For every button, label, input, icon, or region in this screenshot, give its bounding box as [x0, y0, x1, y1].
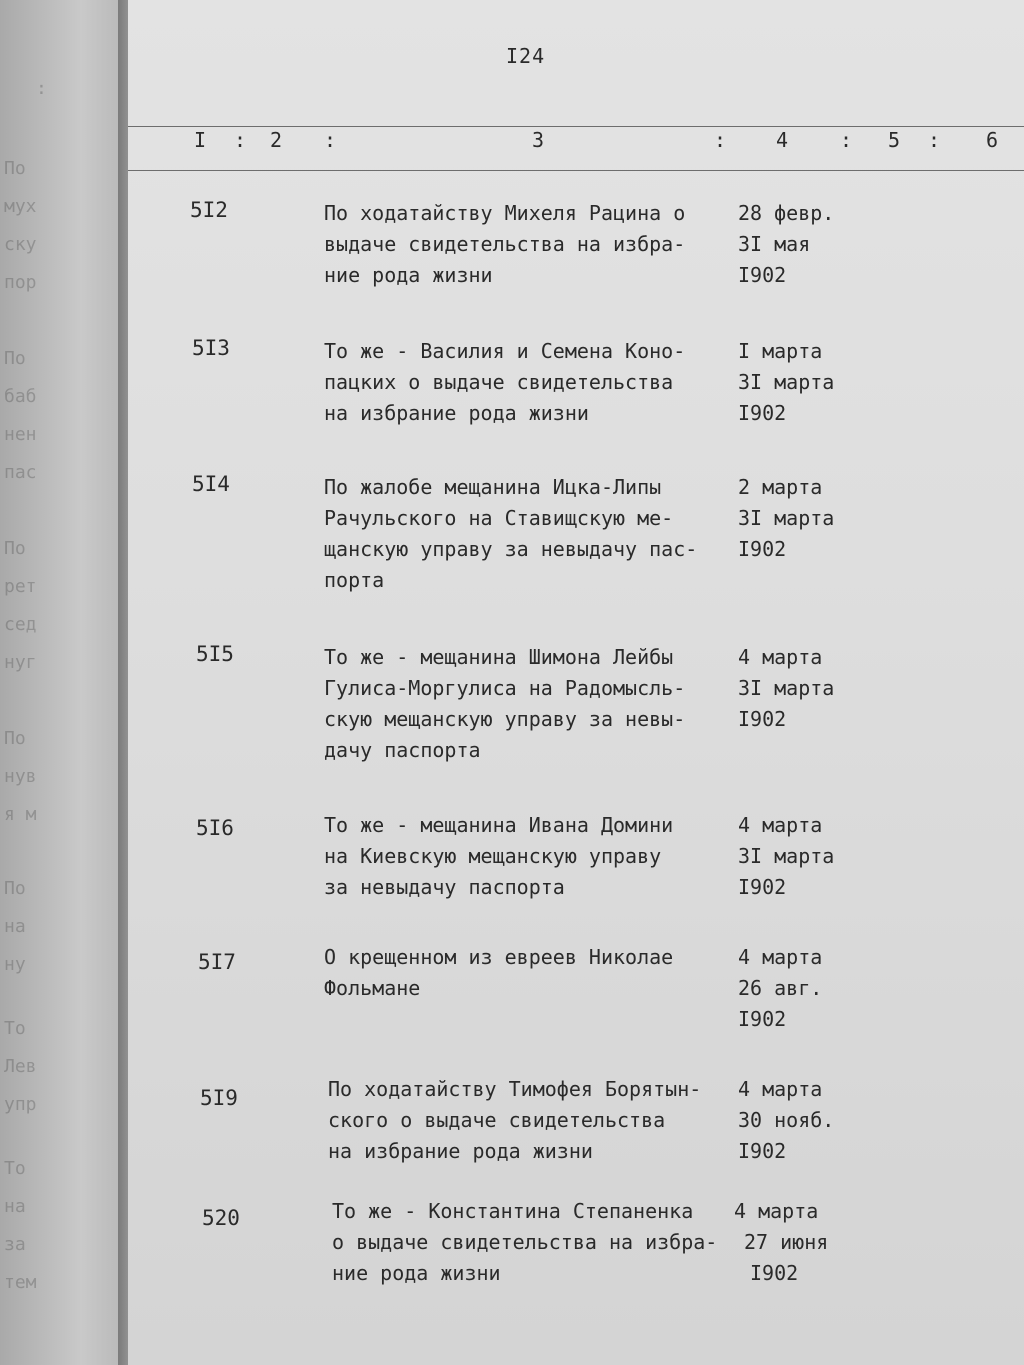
date-start: I марта — [738, 339, 823, 363]
date-end: 3I марта — [738, 676, 835, 700]
date-start: 4 марта — [734, 1199, 819, 1223]
entry-text-line: выдаче свидетельства на избра- — [324, 232, 686, 256]
left-fragment: баб — [4, 386, 37, 407]
date-end: 26 авг. — [738, 976, 823, 1000]
left-page-text — [6, 70, 47, 108]
left-page-text — [4, 340, 37, 492]
left-fragment: нуг — [4, 652, 37, 673]
date-year: I902 — [750, 1261, 799, 1285]
entry-description — [324, 810, 744, 903]
left-fragment: на — [4, 916, 26, 937]
date-start: 4 марта — [738, 945, 823, 969]
date-end: 3I марта — [738, 506, 835, 530]
left-fragment: ну — [4, 954, 26, 975]
column-header-2: 2 — [270, 128, 283, 152]
column-separator: : — [234, 128, 247, 152]
entry-dates — [738, 642, 878, 735]
left-fragment: мух — [4, 196, 37, 217]
entry-dates — [738, 942, 878, 1035]
left-fragment: рет — [4, 576, 37, 597]
entry-text-line: на избрание рода жизни — [324, 401, 589, 425]
entry-dates — [738, 472, 878, 565]
left-fragment: за — [4, 1234, 26, 1255]
column-header-1: I — [194, 128, 207, 152]
entry-number: 5I7 — [198, 950, 236, 974]
left-page-text — [4, 1010, 37, 1124]
entry-text-line: на избрание рода жизни — [328, 1139, 593, 1163]
entry-text-line: По ходатайству Михеля Рацина о — [324, 201, 686, 225]
left-fragment: пор — [4, 272, 37, 293]
entry-dates — [738, 198, 878, 291]
entry-text-line: ние рода жизни — [324, 263, 493, 287]
entry-text-line: Гулиса-Моргулиса на Радомысль- — [324, 676, 686, 700]
left-fragment: То — [4, 1158, 26, 1179]
date-start: 28 февр. — [738, 201, 835, 225]
entry-text-line: То же - мещанина Шимона Лейбы — [324, 645, 674, 669]
left-page-text — [4, 870, 26, 984]
date-start: 4 марта — [738, 645, 823, 669]
entry-text-line: По жалобе мещанина Ицка-Липы — [324, 475, 662, 499]
entry-dates — [734, 1196, 874, 1289]
entry-description — [324, 942, 744, 1004]
left-fragment: упр — [4, 1094, 37, 1115]
date-start: 4 марта — [738, 1077, 823, 1101]
left-fragment: По — [4, 158, 26, 179]
page-number: I24 — [506, 44, 546, 68]
left-fragment: То — [4, 1018, 26, 1039]
entry-dates — [738, 336, 878, 429]
entry-text-line: пацких о выдаче свидетельства — [324, 370, 674, 394]
header-rule-top — [128, 126, 1024, 127]
date-end: 3I марта — [738, 844, 835, 868]
entry-text-line: на Киевскую мещанскую управу — [324, 844, 662, 868]
date-end: 27 июня — [744, 1230, 829, 1254]
column-separator: : — [840, 128, 853, 152]
entry-text-line: о выдаче свидетельства на избра- — [332, 1230, 718, 1254]
entry-text-line: Фольмане — [324, 976, 421, 1000]
entry-number: 520 — [202, 1206, 240, 1230]
entry-text-line: дачу паспорта — [324, 738, 481, 762]
left-fragment: тем — [4, 1272, 37, 1293]
entry-description — [324, 472, 744, 596]
entry-number: 5I6 — [196, 816, 234, 840]
left-page-text — [4, 530, 37, 682]
date-year: I902 — [738, 707, 787, 731]
left-page-edge — [0, 0, 135, 1365]
date-year: I902 — [738, 401, 787, 425]
entry-description — [328, 1074, 748, 1167]
entry-number: 5I4 — [192, 472, 230, 496]
left-fragment: По — [4, 538, 26, 559]
column-header-6: 6 — [986, 128, 999, 152]
left-page-text — [4, 150, 37, 302]
column-separator: : — [714, 128, 727, 152]
date-year: I902 — [738, 875, 787, 899]
entry-number: 5I2 — [190, 198, 228, 222]
entry-text-line: ского о выдаче свидетельства — [328, 1108, 666, 1132]
entry-number: 5I9 — [200, 1086, 238, 1110]
entry-text-line: То же - мещанина Ивана Домини — [324, 813, 674, 837]
entry-text-line: По ходатайству Тимофея Борятын- — [328, 1077, 702, 1101]
entry-description — [332, 1196, 752, 1289]
left-fragment: Лев — [4, 1056, 37, 1077]
date-year: I902 — [738, 1007, 787, 1031]
left-fragment: пас — [4, 462, 37, 483]
left-fragment: По — [4, 348, 26, 369]
entry-text-line: ние рода жизни — [332, 1261, 501, 1285]
left-fragment: По — [4, 878, 26, 899]
left-fragment: нув — [4, 766, 37, 787]
left-fragment: сед — [4, 614, 37, 635]
date-year: I902 — [738, 263, 787, 287]
date-year: I902 — [738, 537, 787, 561]
date-end: 30 нояб. — [738, 1108, 835, 1132]
column-separator: : — [324, 128, 337, 152]
date-end: 3I марта — [738, 370, 835, 394]
entry-description — [324, 198, 744, 291]
entry-dates — [738, 1074, 878, 1167]
entry-text-line: щанскую управу за невыдачу пас- — [324, 537, 698, 561]
entry-description — [324, 642, 744, 766]
left-fragment: : — [36, 78, 47, 99]
entry-text-line: То же - Константина Степаненка — [332, 1199, 694, 1223]
left-page-text — [4, 1150, 37, 1302]
column-separator: : — [928, 128, 941, 152]
left-page-text — [4, 720, 37, 834]
entry-number: 5I5 — [196, 642, 234, 666]
date-start: 2 марта — [738, 475, 823, 499]
entry-text-line: порта — [324, 568, 385, 592]
entry-description — [324, 336, 744, 429]
entry-text-line: О крещенном из евреев Николае — [324, 945, 674, 969]
column-header-3: 3 — [532, 128, 545, 152]
column-header-5: 5 — [888, 128, 901, 152]
entry-text-line: То же - Василия и Семена Коно- — [324, 339, 686, 363]
left-fragment: ску — [4, 234, 37, 255]
document-page — [128, 0, 1024, 1365]
left-fragment: нен — [4, 424, 37, 445]
left-fragment: на — [4, 1196, 26, 1217]
left-fragment: По — [4, 728, 26, 749]
date-end: 3I мая — [738, 232, 811, 256]
entry-text-line: скую мещанскую управу за невы- — [324, 707, 686, 731]
date-start: 4 марта — [738, 813, 823, 837]
column-header-4: 4 — [776, 128, 789, 152]
left-fragment: я м — [4, 804, 37, 825]
entry-dates — [738, 810, 878, 903]
entry-text-line: за невыдачу паспорта — [324, 875, 565, 899]
entry-number: 5I3 — [192, 336, 230, 360]
date-year: I902 — [738, 1139, 787, 1163]
header-rule-bottom — [128, 170, 1024, 171]
entry-text-line: Рачульского на Ставищскую ме- — [324, 506, 674, 530]
